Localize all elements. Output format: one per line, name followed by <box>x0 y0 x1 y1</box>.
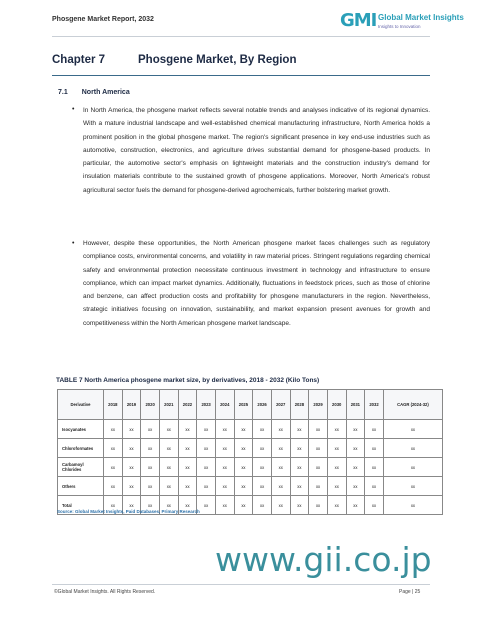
row-label: Isocyanates <box>58 420 104 439</box>
table-cell: xx <box>159 496 178 515</box>
table-cell: xx <box>122 496 141 515</box>
column-header: 2027 <box>271 390 290 420</box>
table-cell: xx <box>290 420 309 439</box>
table-cell: xx <box>178 439 197 458</box>
table-cell: xx <box>159 458 178 477</box>
table-cell: xx <box>253 477 272 496</box>
page-number: Page | 25 <box>399 589 421 595</box>
table-cell: xx <box>271 420 290 439</box>
table-cell: xx <box>346 496 365 515</box>
chapter-title: Phosgene Market, By Region <box>138 54 297 66</box>
table-cell: xx <box>197 496 216 515</box>
chapter-divider <box>52 75 430 76</box>
table-cell: xx <box>104 420 123 439</box>
table-cell: xx <box>383 458 442 477</box>
table-cell: xx <box>122 458 141 477</box>
table-cell: xx <box>122 420 141 439</box>
table-cell: xx <box>215 496 234 515</box>
table-cell: xx <box>197 420 216 439</box>
column-header: 2023 <box>197 390 216 420</box>
table-cell: xx <box>327 420 346 439</box>
table-cell: xx <box>309 458 328 477</box>
row-label: Carbamoyl Chlorides <box>58 458 104 477</box>
column-header: 2024 <box>215 390 234 420</box>
table-cell: xx <box>309 477 328 496</box>
table-cell: xx <box>234 439 253 458</box>
footer-divider <box>52 584 430 585</box>
column-header: 2022 <box>178 390 197 420</box>
table-cell: xx <box>122 439 141 458</box>
table-cell: xx <box>271 477 290 496</box>
column-header: Derivative <box>58 390 104 420</box>
table-cell: xx <box>234 477 253 496</box>
table-cell: xx <box>253 420 272 439</box>
table-cell: xx <box>365 496 384 515</box>
table-cell: xx <box>178 420 197 439</box>
table-cell: xx <box>122 477 141 496</box>
table-cell: xx <box>309 420 328 439</box>
logo-mark: GMI <box>340 10 377 31</box>
header-divider <box>52 36 430 37</box>
table-cell: xx <box>159 439 178 458</box>
table-cell: xx <box>346 420 365 439</box>
table-cell: xx <box>141 477 160 496</box>
table-cell: xx <box>215 477 234 496</box>
table-cell: xx <box>290 458 309 477</box>
table-cell: xx <box>141 458 160 477</box>
column-header: 2026 <box>253 390 272 420</box>
table-cell: xx <box>178 496 197 515</box>
column-header: 2019 <box>122 390 141 420</box>
paragraph: However, despite these opportunities, the North American phosgene market faces challenges such as regulatory compliance costs, environmental concerns, and volatility in raw material prices. Stringent regulations regarding chemical safety and environmental protection necessitate continuous investment in technology and infrastructure to ensure compliance, which can impact market dynamics. Additionally, fluctuations in feedstock prices, such as those of chlorine and benzene, can affect production costs and profitability for phosgene manufacturers in the region. Nevertheless, strategic initiatives focusing on innovation, sustainability, and market expansion present avenues for growth and competitiveness within the North American phosgene market landscape. <box>83 240 430 327</box>
table-cell: xx <box>141 439 160 458</box>
table-cell: xx <box>290 496 309 515</box>
table-cell: xx <box>365 420 384 439</box>
section-number: 7.1 <box>58 89 68 96</box>
table-cell: xx <box>215 439 234 458</box>
table-cell: xx <box>215 458 234 477</box>
table-cell: xx <box>253 439 272 458</box>
table-cell: xx <box>234 496 253 515</box>
table-cell: xx <box>383 496 442 515</box>
company-logo <box>340 10 470 36</box>
table-cell: xx <box>309 496 328 515</box>
table-header-row <box>58 390 443 420</box>
table-cell: xx <box>104 477 123 496</box>
report-title: Phosgene Market Report, 2032 <box>52 16 154 23</box>
table-cell: xx <box>141 496 160 515</box>
watermark: www.gii.co.jp <box>215 540 432 579</box>
table-title: TABLE 7 North America phosgene market size, by derivatives, 2018 - 2032 (Kilo Tons) <box>56 377 320 384</box>
table-cell: xx <box>271 496 290 515</box>
table-cell: xx <box>159 477 178 496</box>
table-row <box>58 477 443 496</box>
table-cell: xx <box>383 420 442 439</box>
table-cell: xx <box>346 477 365 496</box>
table-cell: xx <box>327 477 346 496</box>
row-label: Chloroformates <box>58 439 104 458</box>
column-header: 2020 <box>141 390 160 420</box>
table-row <box>58 420 443 439</box>
table-cell: xx <box>383 477 442 496</box>
column-header: 2029 <box>309 390 328 420</box>
row-label: Total <box>58 496 104 515</box>
table-cell: xx <box>346 439 365 458</box>
table-cell: xx <box>271 458 290 477</box>
table-cell: xx <box>104 458 123 477</box>
column-header: CAGR (2024-32) <box>383 390 442 420</box>
bullet-icon: • <box>72 240 75 247</box>
table-cell: xx <box>253 458 272 477</box>
column-header: 2030 <box>327 390 346 420</box>
logo-name: Global Market Insights <box>378 13 464 22</box>
row-label: Others <box>58 477 104 496</box>
table-cell: xx <box>178 477 197 496</box>
column-header: 2025 <box>234 390 253 420</box>
column-header: 2018 <box>104 390 123 420</box>
table-cell: xx <box>197 458 216 477</box>
table-cell: xx <box>234 458 253 477</box>
table-source: Source: Global Market Insights, Paid Databases, Primary Research <box>57 509 200 514</box>
column-header: 2031 <box>346 390 365 420</box>
table-cell: xx <box>365 439 384 458</box>
table-cell: xx <box>104 496 123 515</box>
table-cell: xx <box>365 458 384 477</box>
table-cell: xx <box>327 496 346 515</box>
table-cell: xx <box>383 439 442 458</box>
table-cell: xx <box>327 458 346 477</box>
column-header: 2021 <box>159 390 178 420</box>
page-header <box>0 0 480 36</box>
section-heading <box>58 89 130 96</box>
copyright-text: ©Global Market Insights. All Rights Reserved. <box>54 589 156 595</box>
column-header: 2028 <box>290 390 309 420</box>
table-cell: xx <box>309 439 328 458</box>
logo-tagline: Insights to Innovation <box>378 24 421 29</box>
table-cell: xx <box>365 477 384 496</box>
section-title: North America <box>81 89 130 96</box>
bullet-icon: • <box>72 106 75 113</box>
table-cell: xx <box>290 439 309 458</box>
table-cell: xx <box>197 477 216 496</box>
column-header: 2032 <box>365 390 384 420</box>
table-cell: xx <box>234 420 253 439</box>
table-row <box>58 458 443 477</box>
table-row <box>58 439 443 458</box>
table-cell: xx <box>215 420 234 439</box>
table-cell: xx <box>327 439 346 458</box>
table-cell: xx <box>346 458 365 477</box>
chapter-number: Chapter 7 <box>52 54 106 66</box>
table-cell: xx <box>104 439 123 458</box>
data-table <box>57 389 443 515</box>
table-cell: xx <box>178 458 197 477</box>
table-cell: xx <box>159 420 178 439</box>
table-cell: xx <box>271 439 290 458</box>
table-cell: xx <box>290 477 309 496</box>
table-cell: xx <box>253 496 272 515</box>
table-cell: xx <box>197 439 216 458</box>
table-cell: xx <box>141 420 160 439</box>
paragraph: In North America, the phosgene market reflects several notable trends and analyses indicative of its regional dynamics. With a mature industrial landscape and well-established chemical manufacturing infrastructure, North America holds a prominent position in the global phosgene market. The region's significant presence in key end-use industries such as automotive, construction, electronics, and agriculture drives substantial demand for phosgene-based products. In particular, the automotive sector's emphasis on lightweight materials and the construction industry's demand for insulation materials contribute to the sustained growth of phosgene applications. Moreover, North America's robust agricultural sector fuels the demand for phosgene-derived agrochemicals, further bolstering market growth. <box>83 107 430 194</box>
